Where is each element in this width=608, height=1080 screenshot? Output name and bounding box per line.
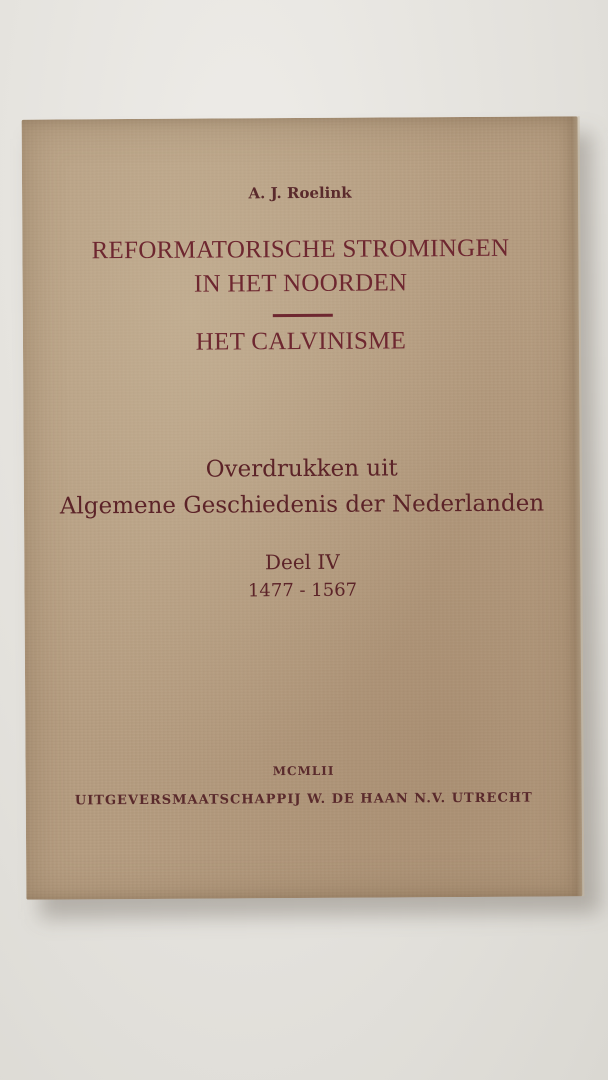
title-line-2: IN HET NOORDEN [193, 269, 408, 298]
book-cover [22, 116, 583, 899]
volume-label: Deel IV [264, 549, 340, 575]
author-name: A. J. Roelink [248, 183, 352, 203]
title-divider-rule [273, 314, 333, 317]
publication-year-roman: MCMLII [272, 763, 335, 779]
title-line-3: HET CALVINISME [195, 327, 407, 356]
subtitle-line-1: Overdrukken uit [205, 455, 398, 483]
title-line-1: REFORMATORISCHE STROMINGEN [91, 234, 510, 265]
year-range: 1477 - 1567 [247, 579, 358, 602]
subtitle-line-2: Algemene Geschiedenis der Nederlanden [59, 490, 545, 520]
publisher-name: UITGEVERSMAATSCHAPPIJ W. DE HAAN N.V. UTRECHT [74, 790, 533, 809]
